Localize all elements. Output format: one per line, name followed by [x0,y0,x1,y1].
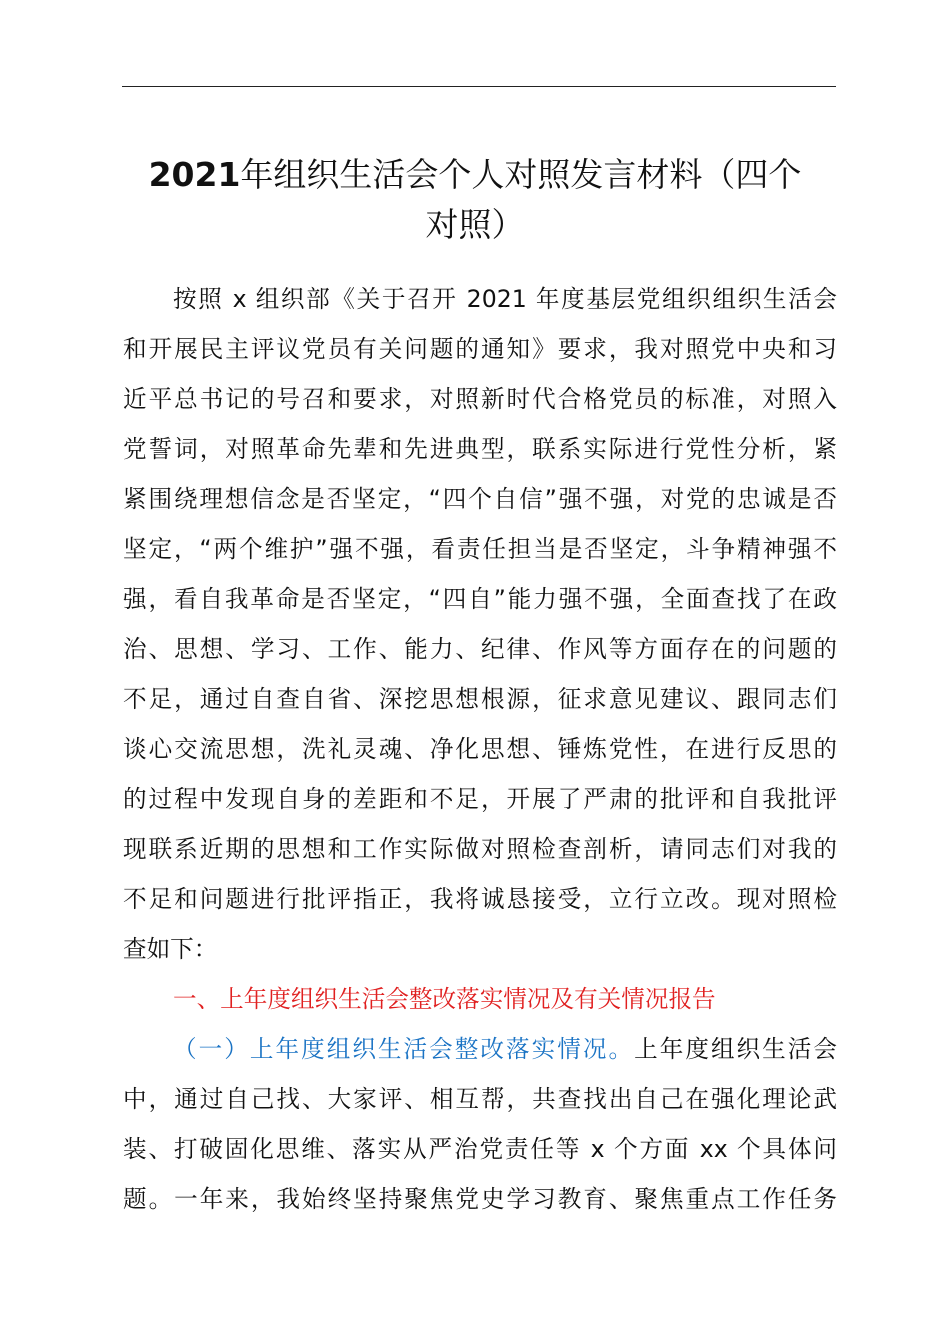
header-rule [122,86,836,87]
paragraph-line: 近平总书记的号召和要求，对照新时代合格党员的标准，对照入 [123,385,837,413]
paragraph-line: 的过程中发现自身的差距和不足，开展了严肃的批评和自我批评 [123,785,837,813]
subsection-heading: （一）上年度组织生活会整改落实情况。 [173,1035,635,1063]
paragraph-line: 查如下： [123,935,218,963]
paragraph-line: 紧围绕理想信念是否坚定，“四个自信”强不强，对党的忠诚是否 [123,485,837,513]
paragraph-line: 党誓词，对照革命先辈和先进典型，联系实际进行党性分析，紧 [123,435,837,463]
paragraph-line: 不足，通过自查自省、深挖思想根源，征求意见建议、跟同志们 [123,685,837,713]
paragraph-line: 题。一年来，我始终坚持聚焦党史学习教育、聚焦重点工作任务 [123,1185,837,1213]
title-line-1-text: 年组织生活会个人对照发言材料（四个 [240,155,802,194]
paragraph-line: 不足和问题进行批评指正，我将诚恳接受，立行立改。现对照检 [123,885,837,913]
paragraph-line: 治、思想、学习、工作、能力、纪律、作风等方面存在的问题的 [123,635,837,663]
title-line-2: 对照） [425,205,525,244]
document-body [123,274,837,1224]
document-title [110,150,840,250]
title-year: 2021 [148,155,241,194]
paragraph-line: 装、打破固化思维、落实从严治党责任等 x 个方面 xx 个具体问 [123,1135,837,1163]
title-line-1 [110,150,840,200]
paragraph-line: 中，通过自己找、大家评、相互帮，共查找出自己在强化理论武 [123,1085,837,1113]
paragraph-line: 现联系近期的思想和工作实际做对照检查剖析，请同志们对我的 [123,835,837,863]
paragraph-line [123,1024,837,1074]
paragraph-text: 上年度组织生活会 [634,1035,838,1063]
paragraph-line: 坚定，“两个维护”强不强，看责任担当是否坚定，斗争精神强不 [123,535,837,563]
section-heading: 一、上年度组织生活会整改落实情况及有关情况报告 [173,985,716,1013]
paragraph-line: 强，看自我革命是否坚定，“四自”能力强不强，全面查找了在政 [123,585,837,613]
paragraph-line: 谈心交流思想，洗礼灵魂、净化思想、锤炼党性，在进行反思的 [123,735,837,763]
paragraph-line: 和开展民主评议党员有关问题的通知》要求，我对照党中央和习 [123,335,837,363]
paragraph-line: 按照 x 组织部《关于召开 2021 年度基层党组织组织生活会 [173,285,837,313]
